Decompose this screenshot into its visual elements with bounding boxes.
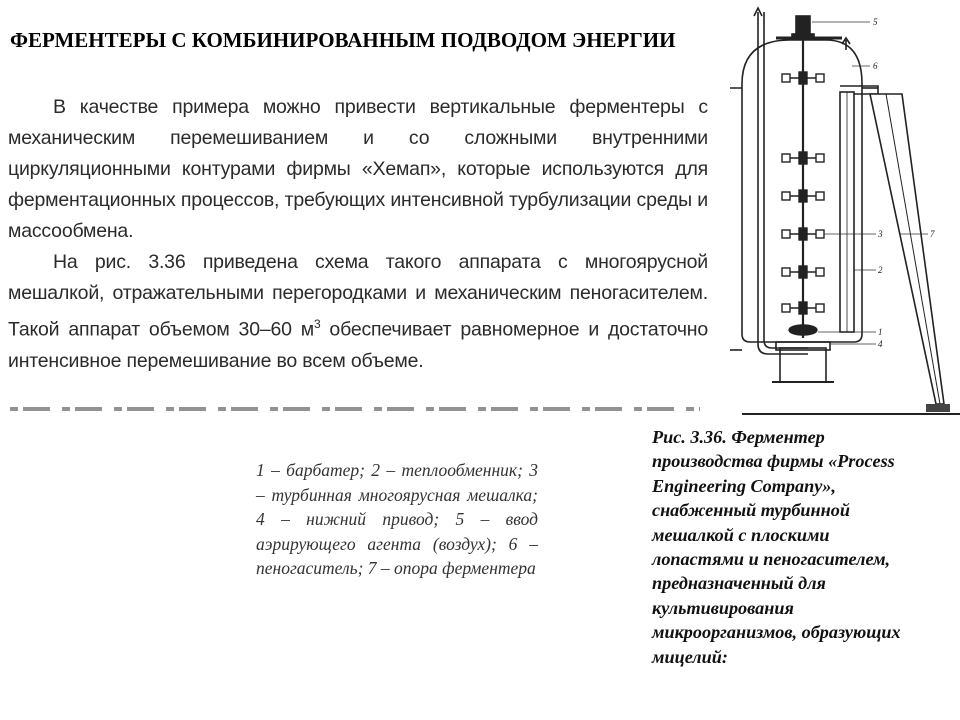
impeller-tier-4 bbox=[782, 228, 824, 240]
scanned-body-text bbox=[8, 92, 708, 410]
label-2: 2 bbox=[878, 265, 883, 275]
label-5: 5 bbox=[873, 17, 878, 27]
label-1: 1 bbox=[878, 327, 883, 337]
figure-caption bbox=[652, 425, 912, 669]
label-7: 7 bbox=[930, 229, 935, 239]
fermenter-schematic bbox=[730, 4, 960, 418]
figure-legend bbox=[256, 458, 538, 581]
fermenter-diagram bbox=[730, 4, 960, 418]
label-3: 3 bbox=[878, 229, 883, 239]
body-paragraph-2-tail: обеспечивает равномерное и достаточно интенсивное перемешивание во всем объеме. bbox=[8, 318, 708, 372]
impeller-tier-1 bbox=[782, 72, 824, 84]
sparger bbox=[789, 325, 817, 335]
figure-caption-text: Рис. 3.36. Ферментер производства фирмы «Process Engineering Company», снабженный турбинной мешалкой с плоскими лопастями и пеногасителем, предназначенный для культивирования микроорганизмов, образующих мицелий: bbox=[652, 427, 901, 667]
slide-title: ФЕРМЕНТЕРЫ С КОМБИНИРОВАННЫМ ПОДВОДОМ ЭНЕРГИИ bbox=[10, 28, 676, 52]
label-4: 4 bbox=[878, 339, 883, 349]
body-paragraph-2 bbox=[8, 247, 708, 377]
impeller-tier-2 bbox=[782, 152, 824, 164]
figure-legend-text: 1 – барбатер; 2 – теплообменник; 3 – турбинная многоярусная мешалка; 4 – нижний привод; 5 – ввод аэрирующего агента (воздух); 6 – пеногаситель; 7 – опора ферментера bbox=[256, 460, 538, 578]
impeller-tier-6 bbox=[782, 302, 824, 314]
body-paragraph-1: В качестве примера можно привести вертикальные ферментеры с механическим перемешиванием и со сложными внутренними циркуляционными контурами фирмы «Хемап», которые используются для ферментационных процессов, требующих интенсивной турбулизации среды и массообмена. bbox=[8, 96, 708, 242]
cubic-superscript: 3 bbox=[313, 317, 321, 331]
body-paragraph-2-text: На рис. 3.36 приведена схема такого аппарата с многоярусной мешалкой, отражательными перегородками и механическим пеногасителем. Такой аппарат объемом 30–60 м bbox=[8, 251, 708, 341]
label-6: 6 bbox=[873, 61, 878, 71]
cropped-text-line bbox=[10, 404, 700, 414]
impeller-tier-3 bbox=[782, 190, 824, 202]
impeller-tier-5 bbox=[782, 266, 824, 278]
